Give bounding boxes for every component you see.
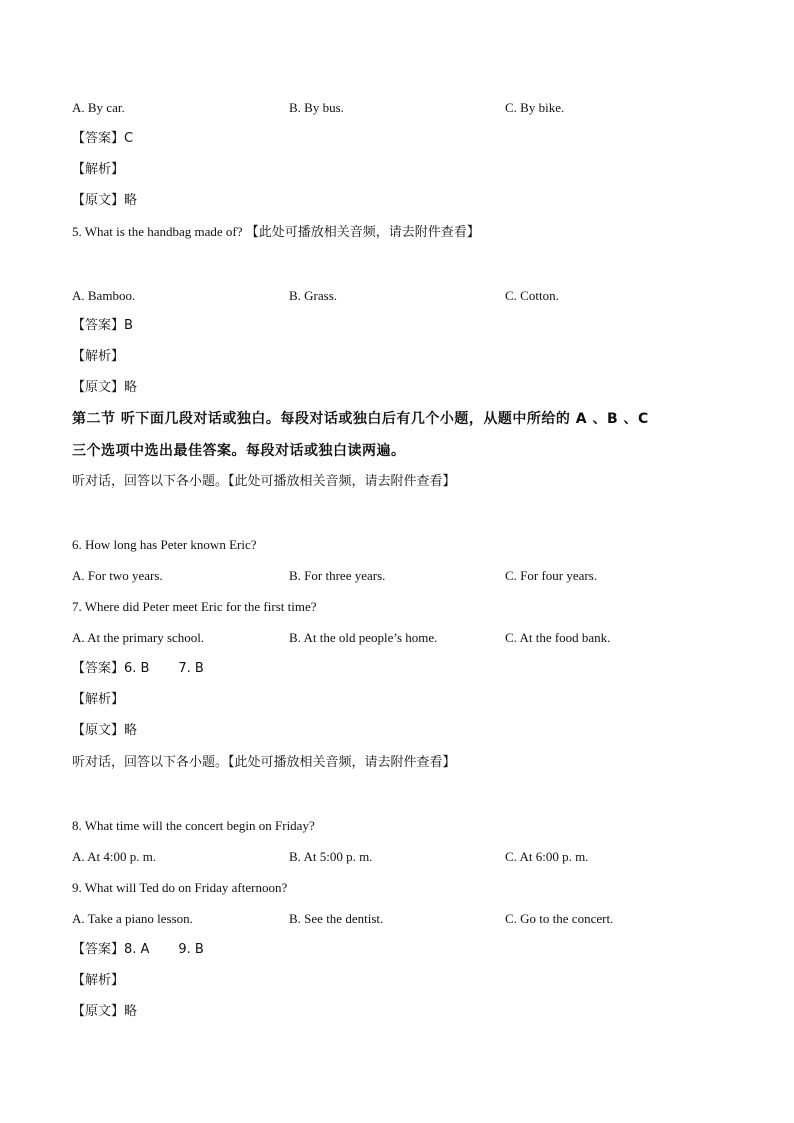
q7-option-b: B. At the old people’s home. [289,630,438,645]
dialog1-original: 【原文】略 [72,723,138,738]
q8-question: 8. What time will the concert begin on Friday? [72,818,315,833]
q7-question: 7. Where did Peter meet Eric for the first time? [72,599,317,614]
q4-answer: 【答案】C [72,131,134,146]
q8-option-a: A. At 4:00 p. m. [72,849,157,864]
dialog1-analysis: 【解析】 [72,692,125,707]
q9-option-a: A. Take a piano lesson. [72,911,193,926]
q7-option-c: C. At the food bank. [505,630,611,645]
q5-option-c: C. Cotton. [505,288,559,303]
q4-option-b: B. By bus. [289,100,344,115]
q8-option-b: B. At 5:00 p. m. [289,849,373,864]
q5-option-b: B. Grass. [289,288,338,303]
q4-original: 【原文】略 [72,193,138,208]
q4-analysis: 【解析】 [72,162,125,177]
q6-question: 6. How long has Peter known Eric? [72,537,257,552]
dialog2-analysis: 【解析】 [72,973,125,988]
q5-question: 5. What is the handbag made of? 【此处可播放相关音频，请去附件查看】 [72,224,480,239]
dialog2-original: 【原文】略 [72,1004,138,1019]
q9-question: 9. What will Ted do on Friday afternoon? [72,880,288,895]
q9-option-b: B. See the dentist. [289,911,384,926]
q9-option-c: C. Go to the concert. [505,911,614,926]
q4-option-a: A. By car. [72,100,125,115]
section2-heading-line2: 三个选项中选出最佳答案。每段对话或独白读两遍。 [72,443,406,459]
q7-option-a: A. At the primary school. [72,630,205,645]
q5-answer: 【答案】B [72,318,133,333]
q5-analysis: 【解析】 [72,349,125,364]
q6-option-b: B. For three years. [289,568,386,583]
q6-option-c: C. For four years. [505,568,598,583]
dialog1-answer: 【答案】6. B 7. B [72,661,204,676]
q6-option-a: A. For two years. [72,568,163,583]
dialog1-intro: 听对话，回答以下各小题。【此处可播放相关音频，请去附件查看】 [72,474,456,489]
q8-option-c: C. At 6:00 p. m. [505,849,589,864]
q5-original: 【原文】略 [72,380,138,395]
dialog2-answer: 【答案】8. A 9. B [72,942,204,957]
section2-heading-line1: 第二节 听下面几段对话或独白。每段对话或独白后有几个小题，从题中所给的 A 、B 、C [72,411,649,427]
q5-option-a: A. Bamboo. [72,288,136,303]
dialog2-intro: 听对话，回答以下各小题。【此处可播放相关音频，请去附件查看】 [72,755,456,770]
q4-option-c: C. By bike. [505,100,565,115]
